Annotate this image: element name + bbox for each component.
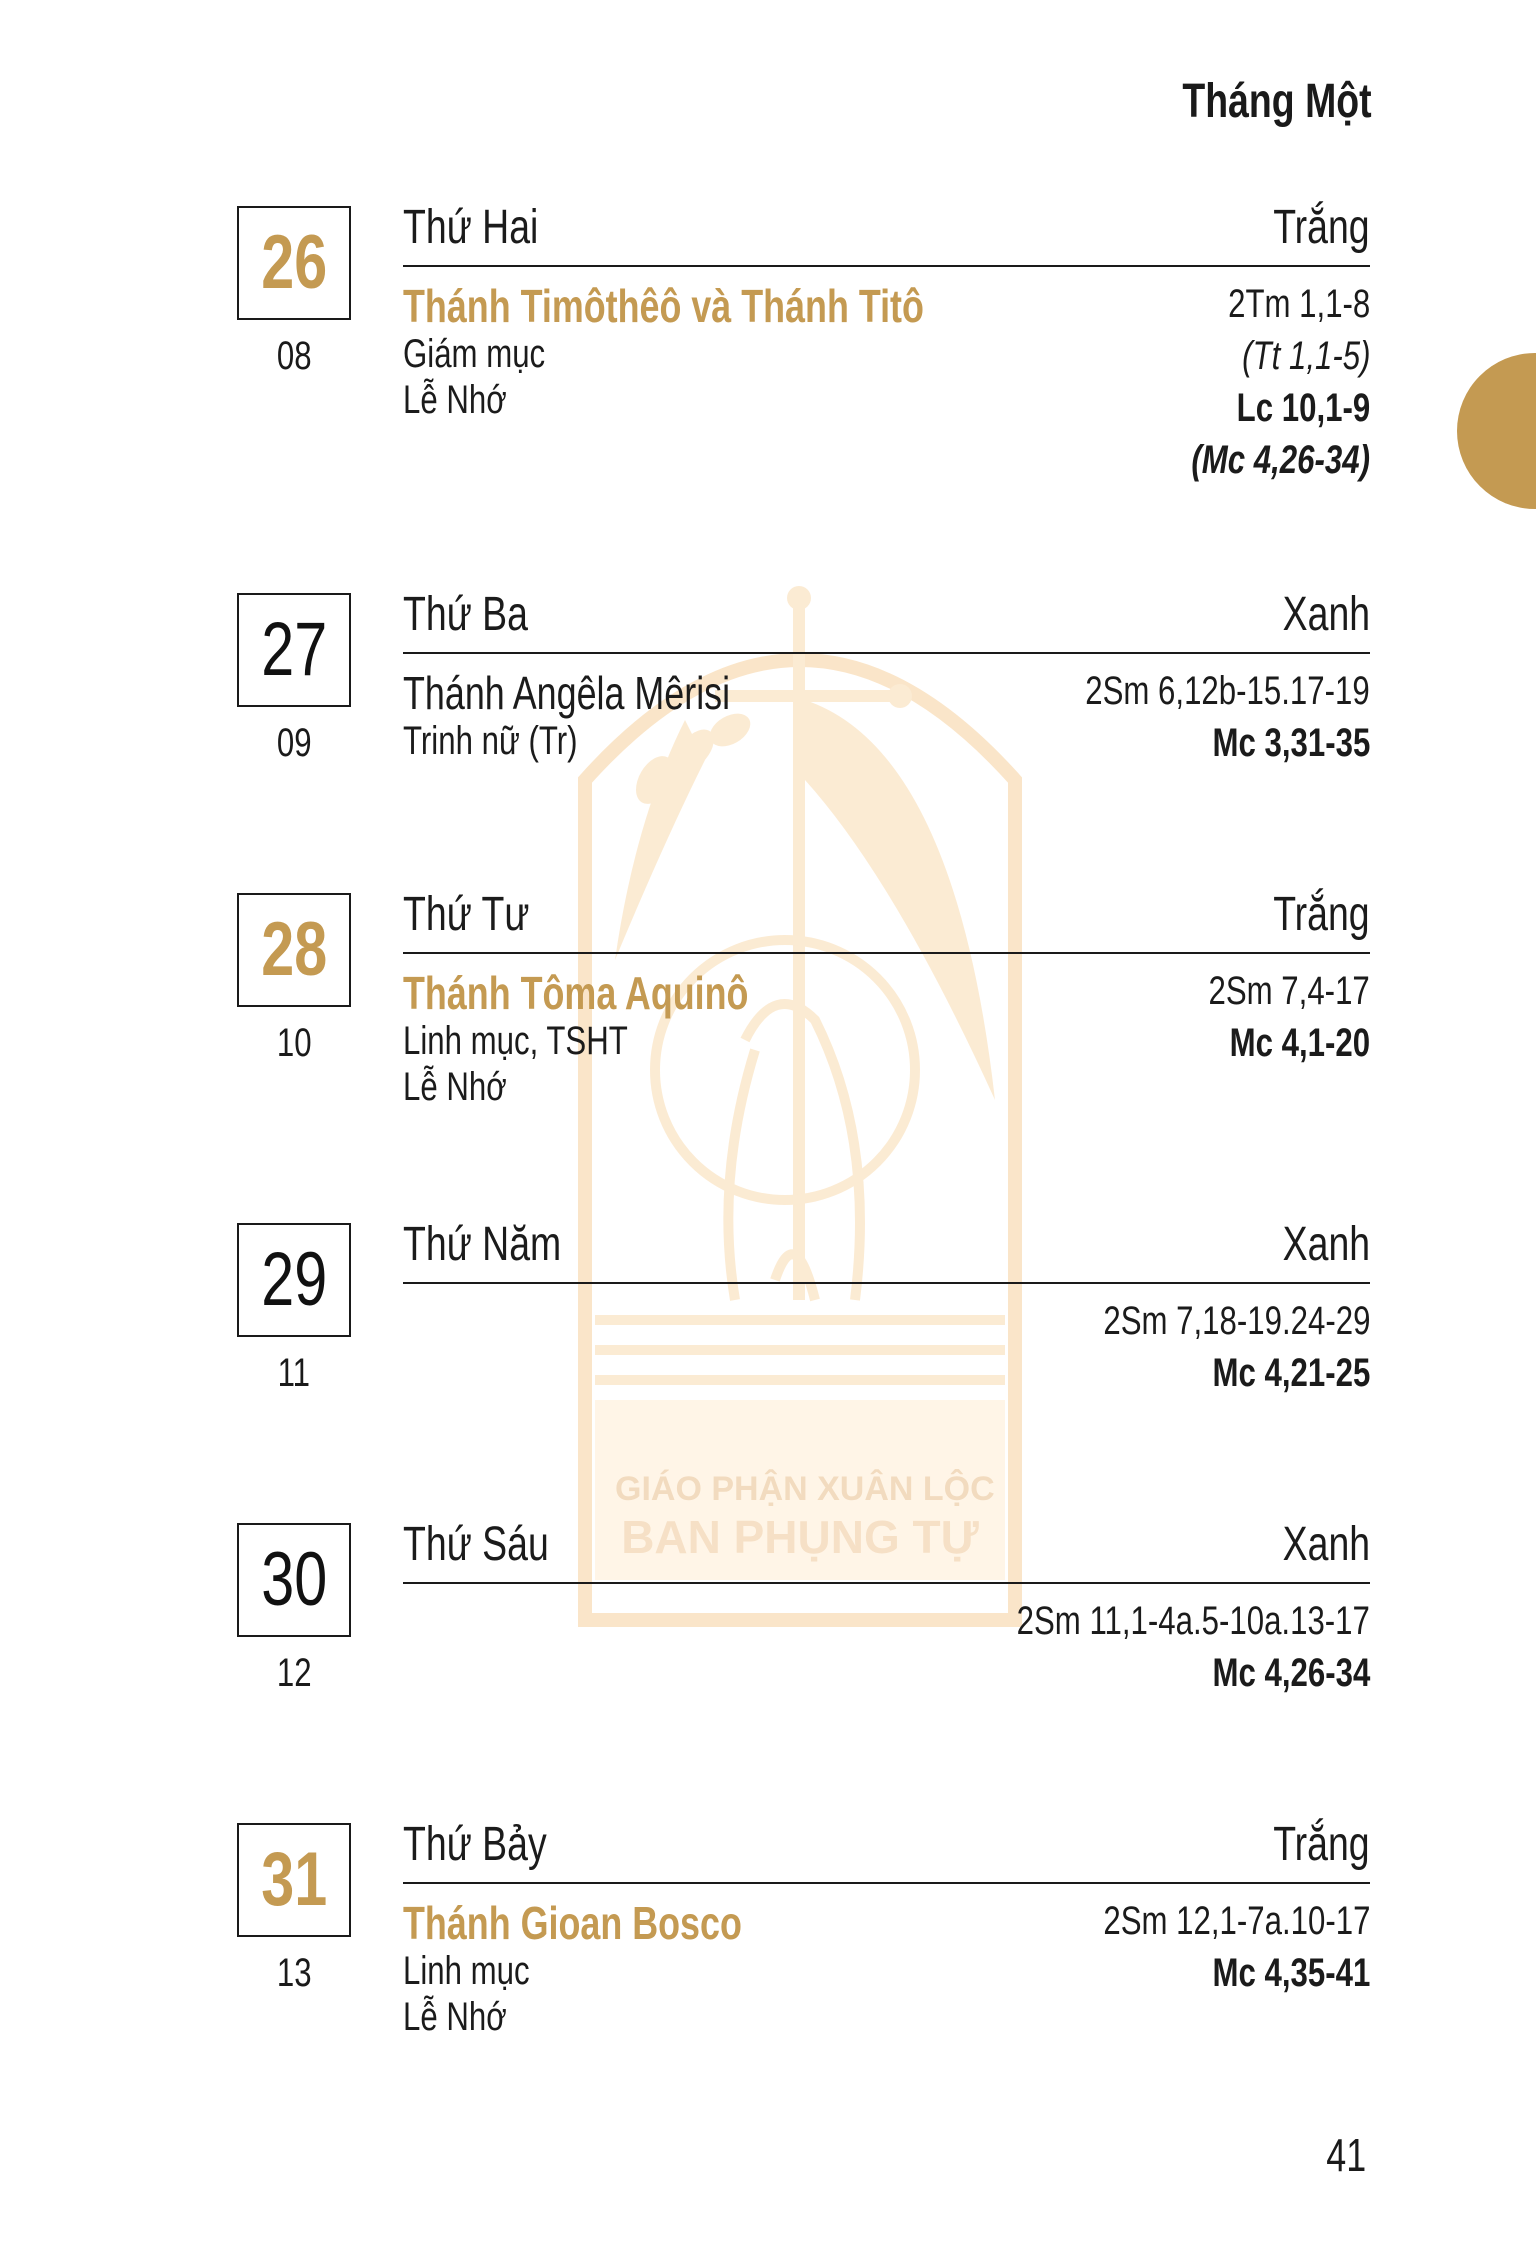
reading-first-alt: (Tt 1,1-5) bbox=[1241, 334, 1370, 378]
reading-first: 2Tm 1,1-8 bbox=[1227, 282, 1370, 326]
saint-name: Thánh Tôma Aquinô bbox=[403, 967, 749, 1019]
reading-first: 2Sm 12,1-7a.10-17 bbox=[1102, 1899, 1370, 1943]
reading-gospel: Mc 4,26-34 bbox=[1212, 1651, 1370, 1695]
liturgical-color: Trắng bbox=[1273, 201, 1370, 254]
reading-gospel: Mc 4,21-25 bbox=[1212, 1351, 1370, 1395]
feast-rank: Lễ Nhớ bbox=[403, 378, 507, 422]
saint-name: Thánh Timôthêô và Thánh Titô bbox=[403, 280, 924, 332]
lunar-date: 13 bbox=[276, 1951, 312, 1995]
reading-first: 2Sm 11,1-4a.5-10a.13-17 bbox=[1016, 1599, 1370, 1643]
weekday-label: Thứ Năm bbox=[403, 1218, 562, 1271]
reading-gospel: Lc 10,1-9 bbox=[1236, 386, 1370, 430]
saint-title: Linh mục bbox=[403, 1949, 530, 1993]
reading-gospel: Mc 4,1-20 bbox=[1229, 1021, 1370, 1065]
divider-line bbox=[403, 952, 1370, 954]
divider-line bbox=[403, 1582, 1370, 1584]
day-number-box: 28 bbox=[237, 893, 351, 1007]
lunar-date: 08 bbox=[276, 334, 312, 378]
watermark-text-2: BAN PHỤNG TỰ bbox=[621, 1511, 979, 1563]
divider-line bbox=[403, 652, 1370, 654]
weekday-label: Thứ Sáu bbox=[403, 1518, 549, 1571]
day-number-box: 31 bbox=[237, 1823, 351, 1937]
chapter-tab-marker bbox=[1457, 353, 1536, 509]
saint-name: Thánh Angêla Mêrisi bbox=[403, 667, 731, 719]
weekday-label: Thứ Hai bbox=[403, 201, 539, 254]
lunar-date: 10 bbox=[276, 1021, 312, 1065]
watermark-emblem-icon bbox=[575, 580, 1025, 1640]
lunar-date: 09 bbox=[276, 721, 312, 765]
saint-title: Trinh nữ (Tr) bbox=[403, 719, 578, 763]
lunar-date: 12 bbox=[276, 1651, 312, 1695]
saint-name: Thánh Gioan Bosco bbox=[403, 1897, 742, 1949]
feast-rank: Lễ Nhớ bbox=[403, 1065, 507, 1109]
watermark-text-1: GIÁO PHẬN XUÂN LỘC bbox=[615, 1470, 995, 1508]
liturgical-color: Trắng bbox=[1273, 1818, 1370, 1871]
saint-title: Linh mục, TSHT bbox=[403, 1019, 628, 1063]
day-number-box: 26 bbox=[237, 206, 351, 320]
liturgical-color: Xanh bbox=[1282, 1218, 1370, 1271]
weekday-label: Thứ Tư bbox=[403, 888, 530, 941]
reading-first: 2Sm 7,4-17 bbox=[1208, 969, 1370, 1013]
reading-gospel-alt: (Mc 4,26-34) bbox=[1191, 438, 1370, 482]
divider-line bbox=[403, 1882, 1370, 1884]
reading-first: 2Sm 6,12b-15.17-19 bbox=[1085, 669, 1370, 713]
lunar-date: 11 bbox=[277, 1351, 311, 1395]
day-number-box: 27 bbox=[237, 593, 351, 707]
divider-line bbox=[403, 1282, 1370, 1284]
liturgical-color: Xanh bbox=[1282, 1518, 1370, 1571]
diocese-watermark-logo bbox=[575, 580, 1025, 1640]
weekday-label: Thứ Ba bbox=[403, 588, 528, 641]
month-title: Tháng Một bbox=[1182, 75, 1372, 128]
day-number-box: 29 bbox=[237, 1223, 351, 1337]
reading-gospel: Mc 4,35-41 bbox=[1212, 1951, 1370, 1995]
liturgical-color: Trắng bbox=[1273, 888, 1370, 941]
day-number-box: 30 bbox=[237, 1523, 351, 1637]
reading-gospel: Mc 3,31-35 bbox=[1212, 721, 1370, 765]
page-number: 41 bbox=[1326, 2129, 1366, 2181]
saint-title: Giám mục bbox=[403, 332, 546, 376]
weekday-label: Thứ Bảy bbox=[403, 1818, 547, 1871]
feast-rank: Lễ Nhớ bbox=[403, 1995, 507, 2039]
divider-line bbox=[403, 265, 1370, 267]
reading-first: 2Sm 7,18-19.24-29 bbox=[1102, 1299, 1370, 1343]
liturgical-color: Xanh bbox=[1282, 588, 1370, 641]
